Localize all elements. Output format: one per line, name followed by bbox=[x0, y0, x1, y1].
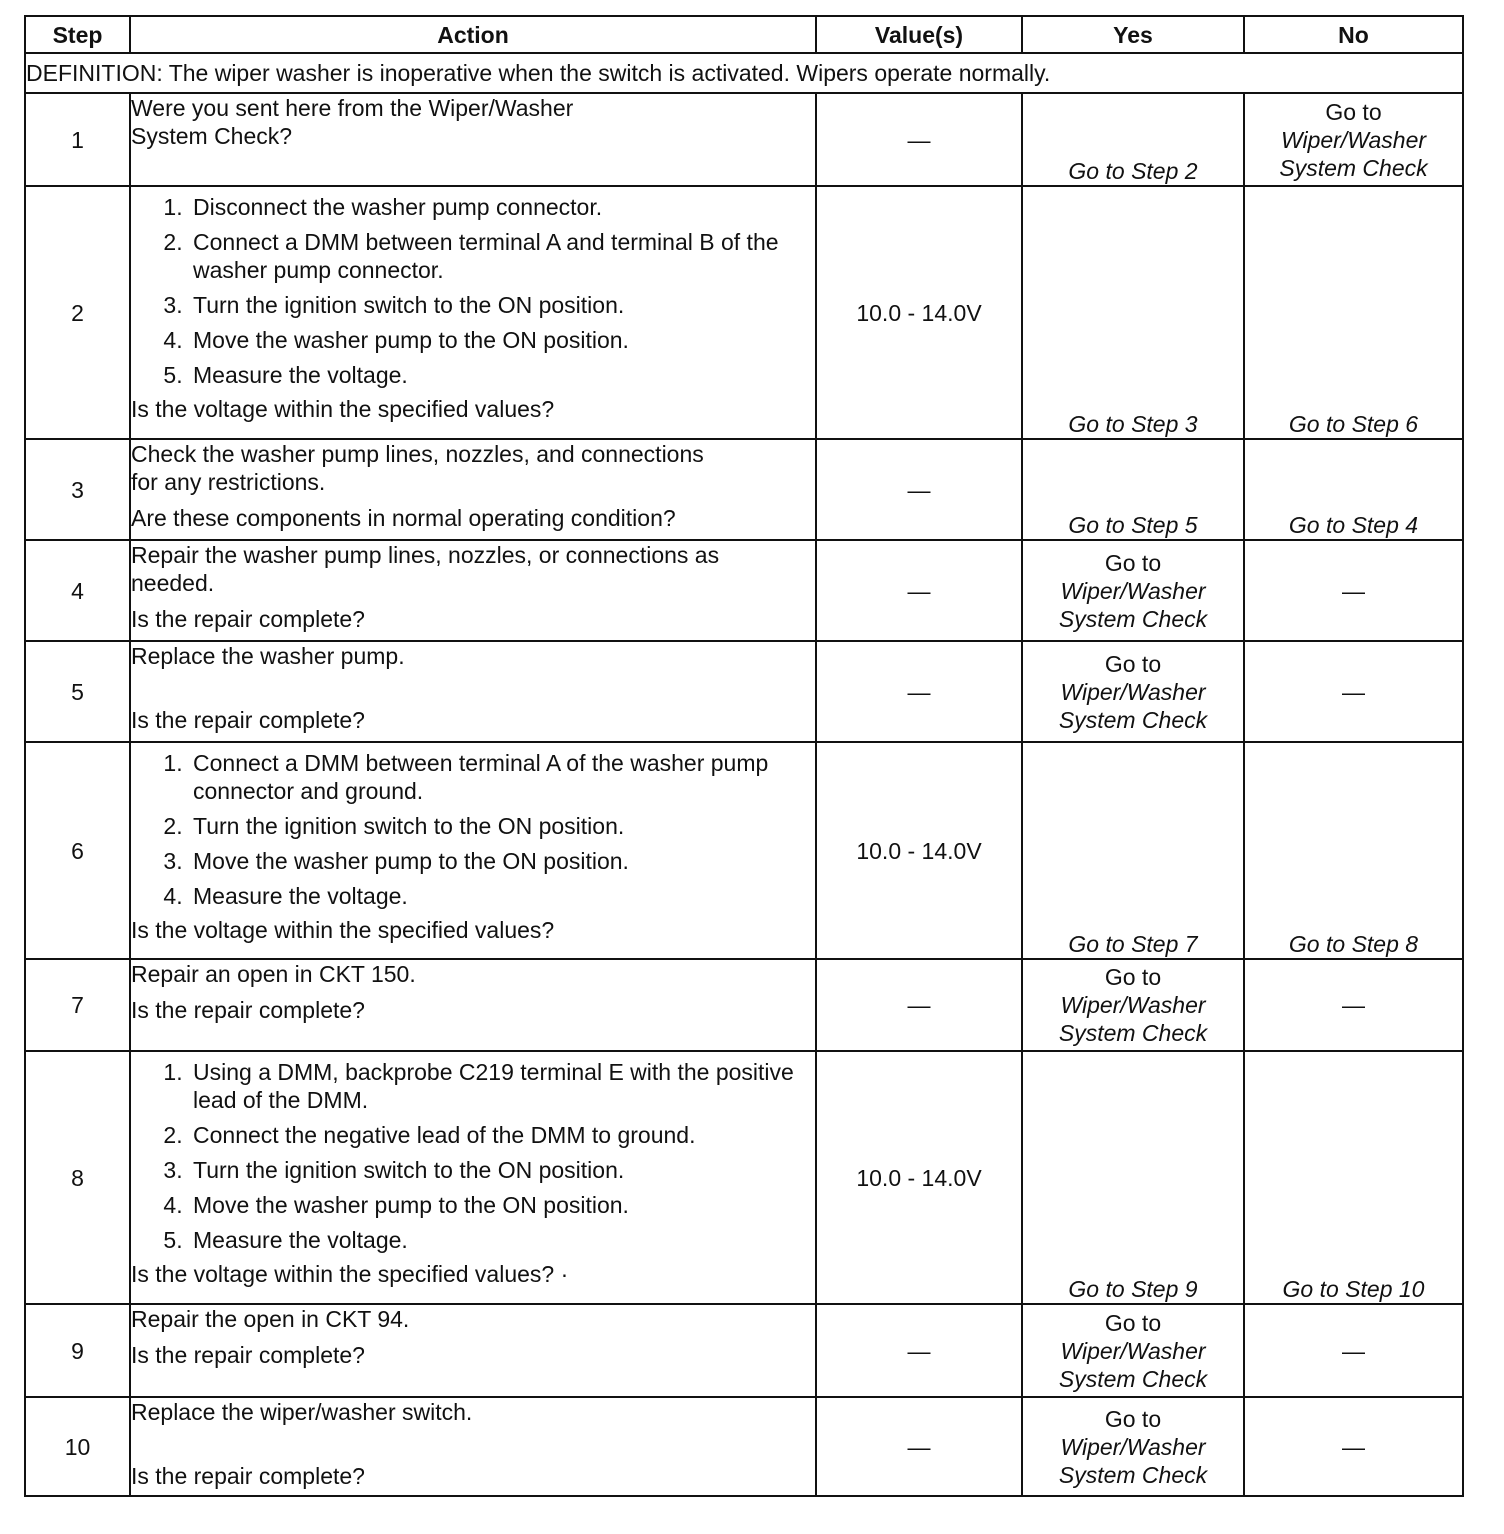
table-row bbox=[25, 1051, 1463, 1304]
no-cell: Go to Step 6 bbox=[1244, 186, 1463, 439]
no-cell: — bbox=[1244, 959, 1463, 1051]
action-question: Is the repair complete? bbox=[131, 1463, 365, 1489]
procedure-item: 5. Measure the voltage. bbox=[189, 361, 815, 389]
action-line: Replace the wiper/washer switch. bbox=[131, 1399, 473, 1425]
step-number: 6 bbox=[25, 742, 130, 959]
value-cell: — bbox=[816, 93, 1022, 186]
no-cell: Go to Step 10 bbox=[1244, 1051, 1463, 1304]
action-cell bbox=[130, 742, 816, 959]
procedure-list bbox=[131, 749, 815, 910]
value-cell: 10.0 - 14.0V bbox=[816, 186, 1022, 439]
yes-target: Wiper/Washer bbox=[1060, 1433, 1206, 1460]
procedure-item: 4. Move the washer pump to the ON position. bbox=[189, 1191, 815, 1219]
no-cell: — bbox=[1244, 1304, 1463, 1397]
table-row bbox=[25, 742, 1463, 959]
procedure-item: 3. Turn the ignition switch to the ON position. bbox=[189, 291, 815, 319]
action-line: Check the washer pump lines, nozzles, and connections bbox=[131, 441, 704, 467]
action-cell bbox=[130, 959, 816, 1051]
header-action: Action bbox=[130, 16, 816, 53]
step-number: 7 bbox=[25, 959, 130, 1051]
yes-goto: Go to bbox=[1104, 1405, 1162, 1432]
yes-cell: Go to Step 2 bbox=[1022, 93, 1244, 186]
no-target: Wiper/Washer bbox=[1280, 126, 1427, 153]
header-step: Step bbox=[25, 16, 130, 53]
action-question: Are these components in normal operating condition? bbox=[131, 505, 676, 531]
table-row bbox=[25, 959, 1463, 1051]
value-cell: 10.0 - 14.0V bbox=[816, 742, 1022, 959]
value-cell: — bbox=[816, 641, 1022, 742]
yes-goto: Go to bbox=[1104, 1309, 1162, 1336]
table-row bbox=[25, 93, 1463, 186]
action-line: needed. bbox=[131, 570, 215, 596]
table-row bbox=[25, 540, 1463, 641]
action-cell bbox=[130, 186, 816, 439]
value-cell: — bbox=[816, 439, 1022, 540]
procedure-item: 1. Using a DMM, backprobe C219 terminal E with the positive lead of the DMM. bbox=[189, 1058, 815, 1114]
value-cell: — bbox=[816, 1397, 1022, 1496]
yes-cell: Go to Step 5 bbox=[1022, 439, 1244, 540]
no-cell: — bbox=[1244, 1397, 1463, 1496]
value-cell: — bbox=[816, 540, 1022, 641]
definition-row bbox=[25, 53, 1463, 93]
procedure-item: 3. Move the washer pump to the ON position. bbox=[189, 847, 815, 875]
no-cell: — bbox=[1244, 540, 1463, 641]
action-cell bbox=[130, 1397, 816, 1496]
step-number: 9 bbox=[25, 1304, 130, 1397]
action-cell bbox=[130, 641, 816, 742]
value-cell: — bbox=[816, 1304, 1022, 1397]
yes-cell bbox=[1022, 1304, 1244, 1397]
header-values: Value(s) bbox=[816, 16, 1022, 53]
action-cell bbox=[130, 1304, 816, 1397]
action-line: Repair an open in CKT 150. bbox=[131, 961, 416, 987]
definition-text: DEFINITION: The wiper washer is inoperative when the switch is activated. Wipers operate normally. bbox=[25, 53, 1463, 93]
no-cell: Go to Step 4 bbox=[1244, 439, 1463, 540]
action-line: Repair the open in CKT 94. bbox=[131, 1306, 410, 1332]
yes-cell bbox=[1022, 540, 1244, 641]
action-cell bbox=[130, 1051, 816, 1304]
step-number: 10 bbox=[25, 1397, 130, 1496]
procedure-item: 4. Move the washer pump to the ON position. bbox=[189, 326, 815, 354]
procedure-item: 2. Turn the ignition switch to the ON position. bbox=[189, 812, 815, 840]
header-row bbox=[25, 16, 1463, 53]
value-cell: — bbox=[816, 959, 1022, 1051]
yes-target: System Check bbox=[1058, 1365, 1208, 1392]
procedure-list bbox=[131, 1058, 815, 1254]
action-question: Is the voltage within the specified values? bbox=[131, 396, 555, 422]
yes-target: Wiper/Washer bbox=[1060, 577, 1206, 604]
yes-cell: Go to Step 9 bbox=[1022, 1051, 1244, 1304]
action-line: Were you sent here from the Wiper/Washer bbox=[131, 95, 574, 121]
procedure-item: 1. Disconnect the washer pump connector. bbox=[189, 193, 815, 221]
no-cell bbox=[1244, 93, 1463, 186]
no-cell: — bbox=[1244, 641, 1463, 742]
yes-target: System Check bbox=[1058, 605, 1208, 632]
yes-goto: Go to bbox=[1104, 549, 1162, 576]
header-yes: Yes bbox=[1022, 16, 1244, 53]
action-question: Is the voltage within the specified values? bbox=[131, 917, 555, 943]
table-row bbox=[25, 1397, 1463, 1496]
no-cell: Go to Step 8 bbox=[1244, 742, 1463, 959]
action-question: Is the repair complete? bbox=[131, 1342, 365, 1368]
action-question: Is the repair complete? bbox=[131, 997, 365, 1023]
procedure-item: 3. Turn the ignition switch to the ON position. bbox=[189, 1156, 815, 1184]
table-row bbox=[25, 439, 1463, 540]
yes-cell: Go to Step 7 bbox=[1022, 742, 1244, 959]
yes-cell bbox=[1022, 1397, 1244, 1496]
value-cell: 10.0 - 14.0V bbox=[816, 1051, 1022, 1304]
action-line: Repair the washer pump lines, nozzles, or connections as bbox=[131, 542, 720, 568]
no-target: System Check bbox=[1279, 154, 1428, 181]
diagnostic-table bbox=[24, 15, 1464, 1497]
table-row bbox=[25, 641, 1463, 742]
step-number: 5 bbox=[25, 641, 130, 742]
action-line: Replace the washer pump. bbox=[131, 643, 405, 669]
yes-target: Wiper/Washer bbox=[1060, 678, 1206, 705]
procedure-item: 4. Measure the voltage. bbox=[189, 882, 815, 910]
header-no: No bbox=[1244, 16, 1463, 53]
action-spacer bbox=[131, 1426, 815, 1454]
no-goto: Go to bbox=[1325, 98, 1382, 125]
procedure-item: 2. Connect the negative lead of the DMM to ground. bbox=[189, 1121, 815, 1149]
action-question: Is the voltage within the specified values? · bbox=[131, 1261, 569, 1287]
action-question: Is the repair complete? bbox=[131, 606, 365, 632]
yes-goto: Go to bbox=[1104, 650, 1162, 677]
procedure-item: 2. Connect a DMM between terminal A and terminal B of the washer pump connector. bbox=[189, 228, 815, 284]
step-number: 2 bbox=[25, 186, 130, 439]
procedure-item: 5. Measure the voltage. bbox=[189, 1226, 815, 1254]
step-number: 4 bbox=[25, 540, 130, 641]
table-row bbox=[25, 1304, 1463, 1397]
procedure-item: 1. Connect a DMM between terminal A of the washer pump connector and ground. bbox=[189, 749, 815, 805]
yes-target: Wiper/Washer bbox=[1060, 1337, 1206, 1364]
yes-goto: Go to bbox=[1104, 964, 1162, 990]
yes-target: System Check bbox=[1058, 706, 1208, 733]
yes-cell bbox=[1022, 641, 1244, 742]
yes-target: System Check bbox=[1058, 1020, 1208, 1046]
step-number: 3 bbox=[25, 439, 130, 540]
yes-cell bbox=[1022, 959, 1244, 1051]
procedure-list bbox=[131, 193, 815, 389]
action-line: System Check? bbox=[131, 123, 293, 149]
action-cell bbox=[130, 93, 816, 186]
action-question: Is the repair complete? bbox=[131, 707, 365, 733]
action-cell bbox=[130, 540, 816, 641]
action-spacer bbox=[131, 670, 815, 698]
yes-target: System Check bbox=[1058, 1461, 1208, 1488]
yes-cell: Go to Step 3 bbox=[1022, 186, 1244, 439]
table-row bbox=[25, 186, 1463, 439]
action-cell bbox=[130, 439, 816, 540]
step-number: 1 bbox=[25, 93, 130, 186]
yes-target: Wiper/Washer bbox=[1060, 992, 1206, 1018]
action-line: for any restrictions. bbox=[131, 469, 326, 495]
step-number: 8 bbox=[25, 1051, 130, 1304]
